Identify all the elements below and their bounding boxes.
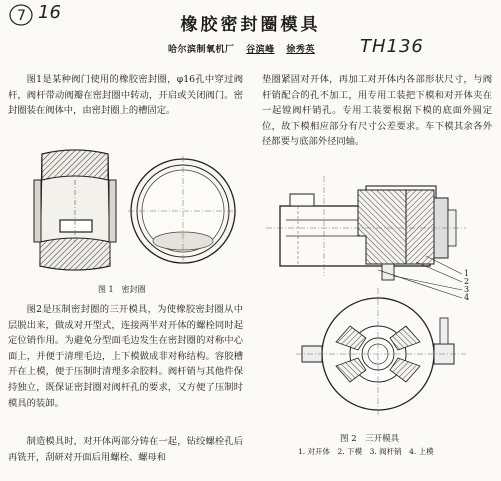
author-line (168, 42, 323, 55)
paragraph-1: 图1是某种阀门使用的橡胶密封圈，φ16孔中穿过阀杆，阀杆带动阀瓣在密封圈中转动，开启或关闭阀门。密封圈装在阀体中，由密封圈上的槽固定。 (8, 74, 243, 117)
author-name: 谷滨峰 (246, 45, 275, 55)
article-title: 橡胶密封圈模具 (180, 15, 321, 35)
callout-4: 4 (464, 293, 470, 302)
callout-2: 2 (464, 277, 470, 286)
figure-2-legend: 1. 对开体 2. 下模 3. 阀杆销 4. 上模 (298, 447, 434, 456)
paragraph-2: 垫圈紧固对开体，再加工对开体内各部形状尺寸，与阀杆销配合的孔不加工，用专用工装把下模和对开体夹在一起镗阀杆销孔。专用工装要根据下模的底面外圆定位，故下模相应部分有尺寸公差要求。车下模其余各外径都要与底部外径同轴。 (262, 74, 492, 148)
class-code: TH136 (360, 36, 424, 57)
paragraph-4: 制造模具时，对开体两部分铸在一起，钻绞螺栓孔后再铣开，刮研对开面后用螺栓、螺母和 (8, 436, 243, 463)
figure-1-section-view (30, 150, 120, 275)
page-mark: 16 (38, 2, 61, 23)
callout-1: 1 (464, 269, 470, 278)
figure-1-caption: 图 1 密封圈 (98, 285, 146, 294)
figure-1-end-view (128, 156, 238, 266)
figure-2-caption: 图 2 三开模具 (340, 434, 400, 444)
author-name: 徐秀英 (286, 45, 315, 55)
author-affiliation: 哈尔滨制氧机厂 (168, 45, 235, 55)
callout-3: 3 (464, 285, 470, 294)
figure-2-mold-drawing (266, 176, 476, 416)
svg-text:7: 7 (17, 8, 26, 24)
paragraph-3: 图2是压制密封圈的三开模具，为使橡胶密封圈从中层脱出来，做成对开型式，连接两半对开体的螺栓同时起定位销作用。为避免分型面毛边发生在密封圈的对称中心面上，并便于清理毛边，上下模做成非对称结构。容胶槽开在上模，便于压制时清理多余胶料。阀杆销与其他件保持独立，既保证密封圈对阀杆孔的要求，又方便了压制时模具的装卸。 (8, 304, 243, 409)
